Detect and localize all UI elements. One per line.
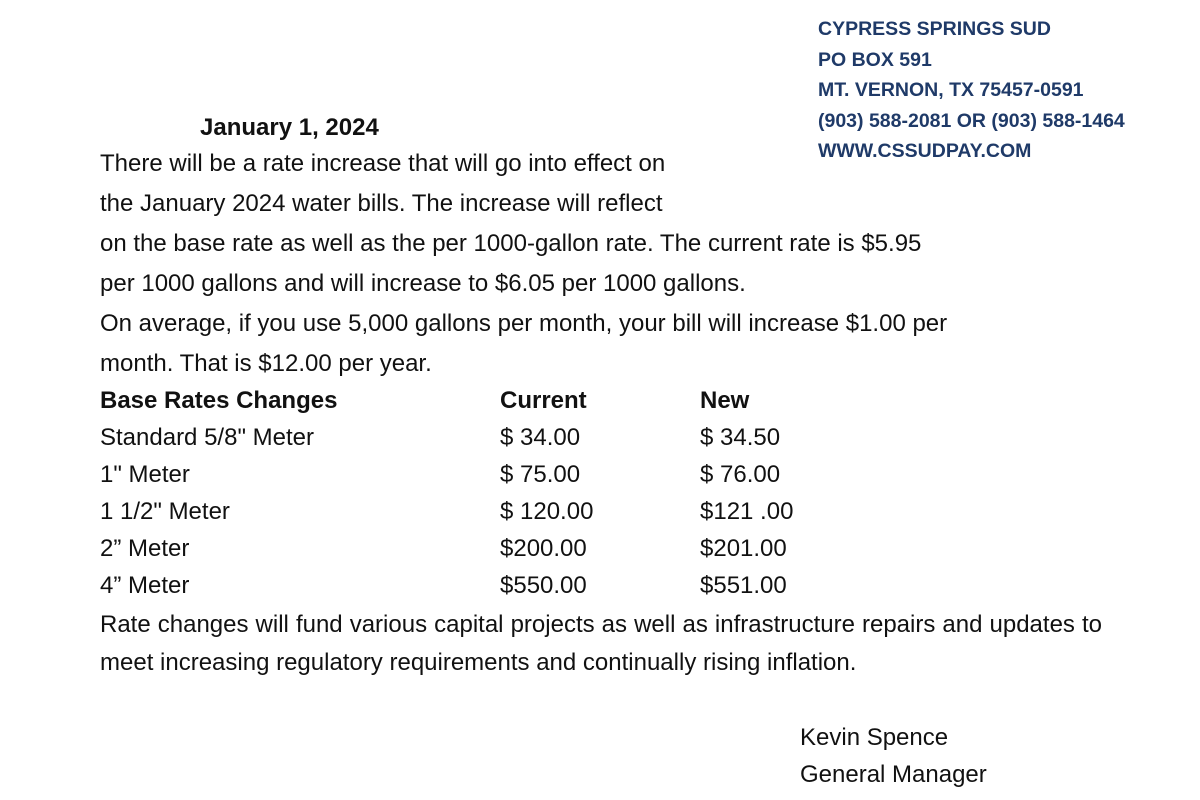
header-current: Current <box>500 387 587 414</box>
notice-date: January 1, 2024 <box>200 114 379 141</box>
website: WWW.CSSUDPAY.COM <box>818 140 1032 162</box>
phone-numbers: (903) 588-2081 OR (903) 588-1464 <box>818 109 1125 132</box>
intro-line: on the base rate as well as the per 1000-gallon rate. The current rate is $5.95 <box>100 230 922 257</box>
current-rate: $ 34.00 <box>500 424 581 451</box>
new-rate: $ 76.00 <box>700 461 781 488</box>
meter-size: 1 1/2" Meter <box>100 498 230 525</box>
intro-line: the January 2024 water bills. The increase will reflect <box>100 190 663 217</box>
intro-line: per 1000 gallons and will increase to $6.05 per 1000 gallons. <box>100 270 746 297</box>
new-rate: $ 34.50 <box>700 424 781 451</box>
city-state-zip: MT. VERNON, TX 75457-0591 <box>818 79 1084 101</box>
signer-name: Kevin Spence <box>800 724 949 751</box>
current-rate: $200.00 <box>500 535 587 562</box>
meter-size: 1" Meter <box>100 461 190 488</box>
new-rate: $121 .00 <box>700 498 794 525</box>
signature-block <box>800 719 987 793</box>
header-new: New <box>700 387 750 414</box>
meter-size: Standard 5/8" Meter <box>100 424 314 451</box>
new-rate: $551.00 <box>700 572 787 599</box>
intro-paragraph <box>100 144 947 384</box>
current-rate: $ 120.00 <box>500 498 594 525</box>
meter-size: 2” Meter <box>100 535 190 562</box>
header-base-rates: Base Rates Changes <box>100 387 338 414</box>
meter-size: 4” Meter <box>100 572 190 599</box>
intro-line: month. That is $12.00 per year. <box>100 350 432 377</box>
org-name: CYPRESS SPRINGS SUD <box>818 18 1051 40</box>
intro-line: There will be a rate increase that will go into effect on <box>100 150 666 177</box>
current-rate: $ 75.00 <box>500 461 581 488</box>
po-box: PO BOX 591 <box>818 48 932 71</box>
closing-paragraph: Rate changes will fund various capital projects as well as infrastructure repairs and updates to meet increasing regulatory requirements and continually rising inflation. <box>100 611 1102 676</box>
signer-title: General Manager <box>800 761 987 788</box>
current-rate: $550.00 <box>500 572 587 599</box>
intro-line: On average, if you use 5,000 gallons per month, your bill will increase $1.00 per <box>100 310 948 337</box>
new-rate: $201.00 <box>700 535 787 562</box>
